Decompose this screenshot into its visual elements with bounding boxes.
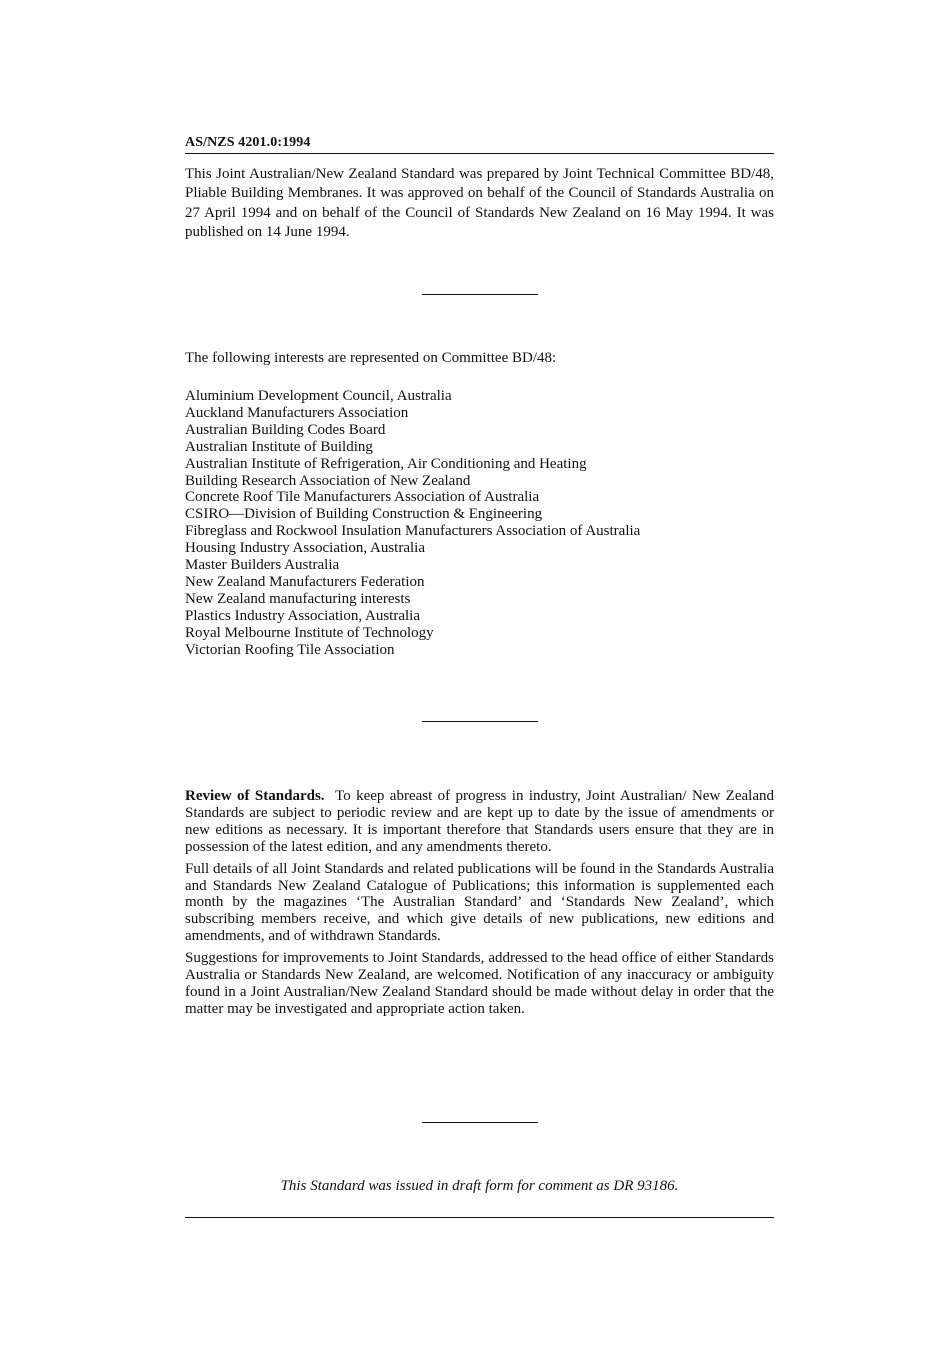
standard-code: AS/NZS 4201.0:1994 xyxy=(185,135,311,150)
list-item: Fibreglass and Rockwool Insulation Manufacturers Association of Australia xyxy=(185,523,641,540)
section-divider xyxy=(422,1122,538,1123)
list-item: Royal Melbourne Institute of Technology xyxy=(185,624,434,641)
section-divider xyxy=(422,294,538,295)
list-item: New Zealand Manufacturers Federation xyxy=(185,573,425,590)
list-item: Australian Institute of Building xyxy=(185,438,373,455)
list-item: Plastics Industry Association, Australia xyxy=(185,607,420,624)
review-section xyxy=(185,788,774,1023)
review-paragraph-3: Suggestions for improvements to Joint Standards, addressed to the head office of either Standards Australia or Standards New Zealand, are welcomed. Notification of any inaccuracy or ambiguity found in a Joint Australian/New Zealand Standard should be made without delay in order that the matter may be investigated and appropriate action taken. xyxy=(185,950,774,1017)
review-title: Review of Standards. xyxy=(185,788,325,804)
review-text-1: To keep abreast of progress in industry, Joint Australian/ New Zealand Standards are subject to periodic review and are kept up to date by the issue of amendments or new editions as necessary. It is important therefore that Standards users ensure that they are in possession of the latest edition, and any amendments thereto. xyxy=(185,788,774,855)
committee-members-list xyxy=(185,388,640,659)
header-divider xyxy=(185,153,774,154)
review-paragraph-2: Full details of all Joint Standards and related publications will be found in the Standards Australia and Standards New Zealand Catalogue of Publications; this information is supplemented each month by the magazines ‘The Australian Standard’ and ‘Standards New Zealand’, which subscribing members receive, and which give details of new publications, new editions and amendments, and of withdrawn Standards. xyxy=(185,860,774,945)
draft-note: This Standard was issued in draft form for comment as DR 93186. xyxy=(280,1178,679,1194)
list-item: Concrete Roof Tile Manufacturers Association of Australia xyxy=(185,489,540,506)
footer-divider xyxy=(185,1217,774,1218)
review-paragraph-1 xyxy=(185,788,774,856)
committee-heading: The following interests are represented on Committee BD/48: xyxy=(185,350,557,366)
section-divider xyxy=(422,721,538,722)
list-item: CSIRO—Division of Building Construction & Engineering xyxy=(185,506,543,523)
list-item: Victorian Roofing Tile Association xyxy=(185,641,395,658)
list-item: Aluminium Development Council, Australia xyxy=(185,388,452,404)
list-item: Housing Industry Association, Australia xyxy=(185,540,425,557)
list-item: Auckland Manufacturers Association xyxy=(185,404,409,421)
list-item: Master Builders Australia xyxy=(185,557,340,574)
list-item: Building Research Association of New Zealand xyxy=(185,472,471,489)
list-item: Australian Institute of Refrigeration, Air Conditioning and Heating xyxy=(185,455,587,472)
list-item: New Zealand manufacturing interests xyxy=(185,590,411,607)
intro-paragraph: This Joint Australian/New Zealand Standard was prepared by Joint Technical Committee BD/48, Pliable Building Membranes. It was approved on behalf of the Council of Standards Australia on 27 April 1994 and on behalf of the Council of Standards New Zealand on 16 May 1994. It was published on 14 June 1994. xyxy=(185,166,774,241)
list-item: Australian Building Codes Board xyxy=(185,421,386,438)
